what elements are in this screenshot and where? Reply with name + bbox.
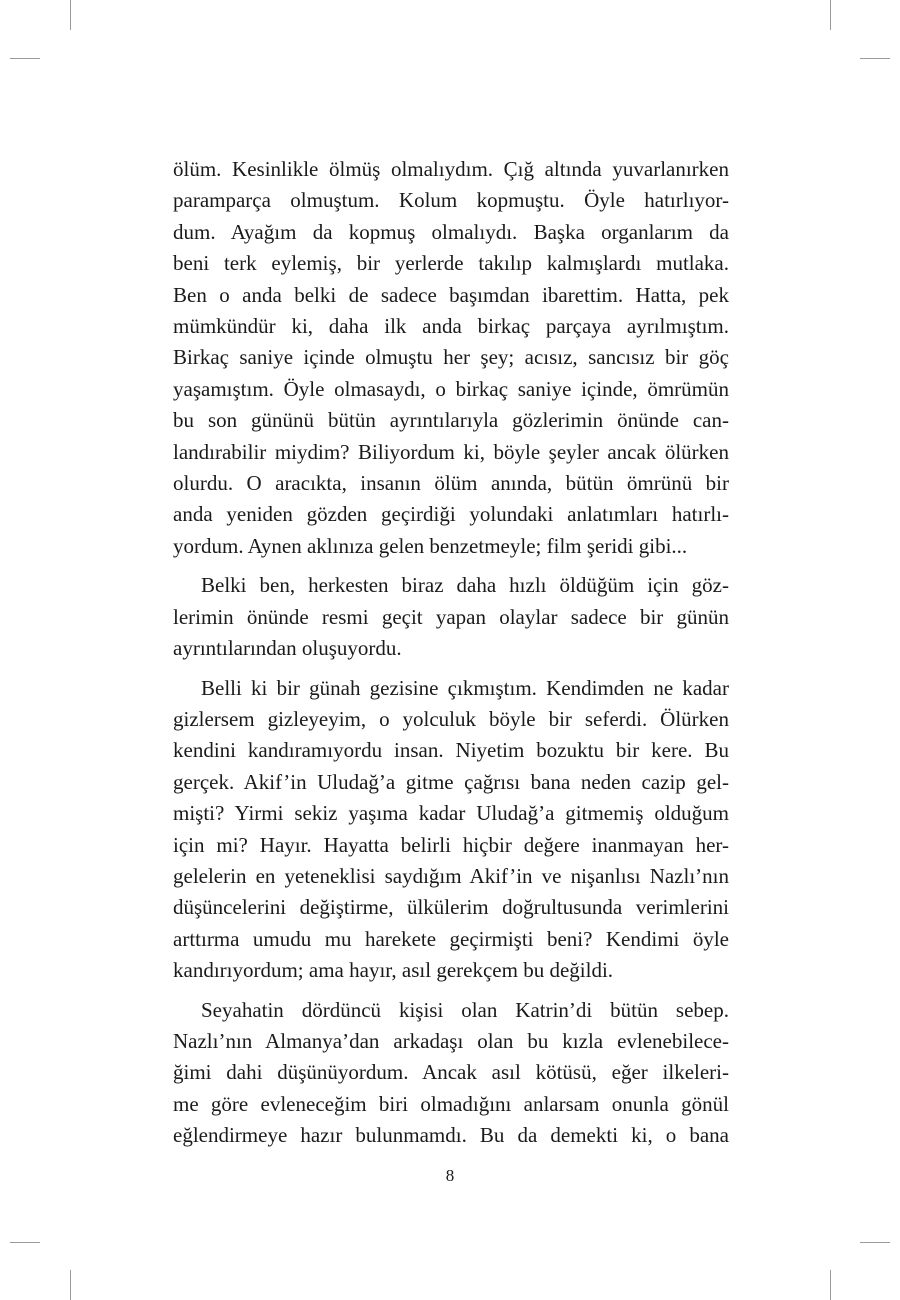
paragraph	[173, 570, 729, 664]
text-line: yaşamıştım. Öyle olmasaydı, o birkaç saniye içinde, ömrümün	[173, 376, 729, 401]
text-line: gerçek. Akif’in Uludağ’a gitme çağrısı bana neden cazip gel-	[173, 769, 729, 794]
text-line: kandırıyordum; ama hayır, asıl gerekçem bu değildi.	[173, 958, 614, 983]
paragraph	[173, 995, 729, 1152]
crop-mark-top-left-vertical	[70, 0, 71, 30]
text-line: anda yeniden gözden geçirdiği yolundaki anlatımları hatırlı-	[173, 502, 729, 527]
crop-mark-top-right-horizontal	[860, 58, 890, 59]
text-line: yordum. Aynen aklınıza gelen benzetmeyle; film şeridi gibi...	[173, 533, 688, 558]
body-text	[173, 154, 729, 1152]
crop-mark-bottom-right-horizontal	[860, 1242, 890, 1243]
page-number: 8	[445, 1166, 455, 1185]
text-line: Nazlı’nın Almanya’dan arkadaşı olan bu kızla evlenebilece-	[173, 1028, 729, 1053]
text-line: Ben o anda belki de sadece başımdan ibarettim. Hatta, pek	[173, 282, 729, 307]
paragraph	[173, 154, 729, 562]
text-line: gelelerin en yeteneklisi saydığım Akif’in ve nişanlısı Nazlı’nın	[173, 863, 729, 888]
paragraph	[173, 673, 729, 987]
text-line: landırabilir miydim? Biliyordum ki, böyle şeyler ancak ölürken	[173, 439, 729, 464]
crop-mark-bottom-left-vertical	[70, 1270, 71, 1300]
text-line: kendini kandıramıyordu insan. Niyetim bozuktu bir kere. Bu	[173, 738, 729, 763]
text-line: bu son gününü bütün ayrıntılarıyla gözlerimin önünde can-	[173, 408, 729, 433]
text-line: olurdu. O aracıkta, insanın ölüm anında, bütün ömrünü bir	[173, 471, 729, 496]
text-line: ğimi dahi düşünüyordum. Ancak asıl kötüsü, eğer ilkeleri-	[173, 1060, 729, 1085]
text-line: Birkaç saniye içinde olmuştu her şey; acısız, sancısız bir göç	[173, 345, 729, 370]
crop-mark-top-left-horizontal	[10, 58, 40, 59]
text-line: arttırma umudu mu harekete geçirmişti beni? Kendimi öyle	[173, 926, 729, 951]
crop-mark-bottom-left-horizontal	[10, 1242, 40, 1243]
text-line: me göre evleneceğim biri olmadığını anlarsam onunla gönül	[173, 1091, 729, 1116]
text-line: paramparça olmuştum. Kolum kopmuştu. Öyle hatırlıyor-	[173, 188, 729, 213]
crop-mark-top-right-vertical	[830, 0, 831, 30]
text-line: düşüncelerini değiştirme, ülkülerim doğrultusunda verimlerini	[173, 895, 729, 920]
text-line: ölüm. Kesinlikle ölmüş olmalıydım. Çığ altında yuvarlanırken	[173, 157, 729, 181]
text-line: Belli ki bir günah gezisine çıkmıştım. Kendimden ne kadar	[201, 675, 729, 700]
text-line: Seyahatin dördüncü kişisi olan Katrin’di bütün sebep.	[201, 997, 729, 1022]
text-line: beni terk eylemiş, bir yerlerde takılıp kalmışlardı mutlaka.	[173, 251, 729, 276]
crop-mark-bottom-right-vertical	[830, 1270, 831, 1300]
text-line: ayrıntılarından oluşuyordu.	[173, 636, 402, 661]
text-line: lerimin önünde resmi geçit yapan olaylar sadece bir günün	[173, 604, 729, 629]
text-line: için mi? Hayır. Hayatta belirli hiçbir değere inanmayan her-	[173, 832, 729, 857]
text-line: mümkündür ki, daha ilk anda birkaç parçaya ayrılmıştım.	[173, 314, 729, 339]
text-line: Belki ben, herkesten biraz daha hızlı öldüğüm için göz-	[201, 573, 729, 598]
text-line: mişti? Yirmi sekiz yaşıma kadar Uludağ’a gitmemiş olduğum	[173, 801, 729, 826]
text-line: gizlersem gizleyeyim, o yolculuk böyle bir seferdi. Ölürken	[173, 706, 729, 731]
text-line: eğlendirmeye hazır bulunmamdı. Bu da demekti ki, o bana	[173, 1123, 729, 1148]
text-line: dum. Ayağım da kopmuş olmalıydı. Başka organlarım da	[173, 219, 729, 244]
